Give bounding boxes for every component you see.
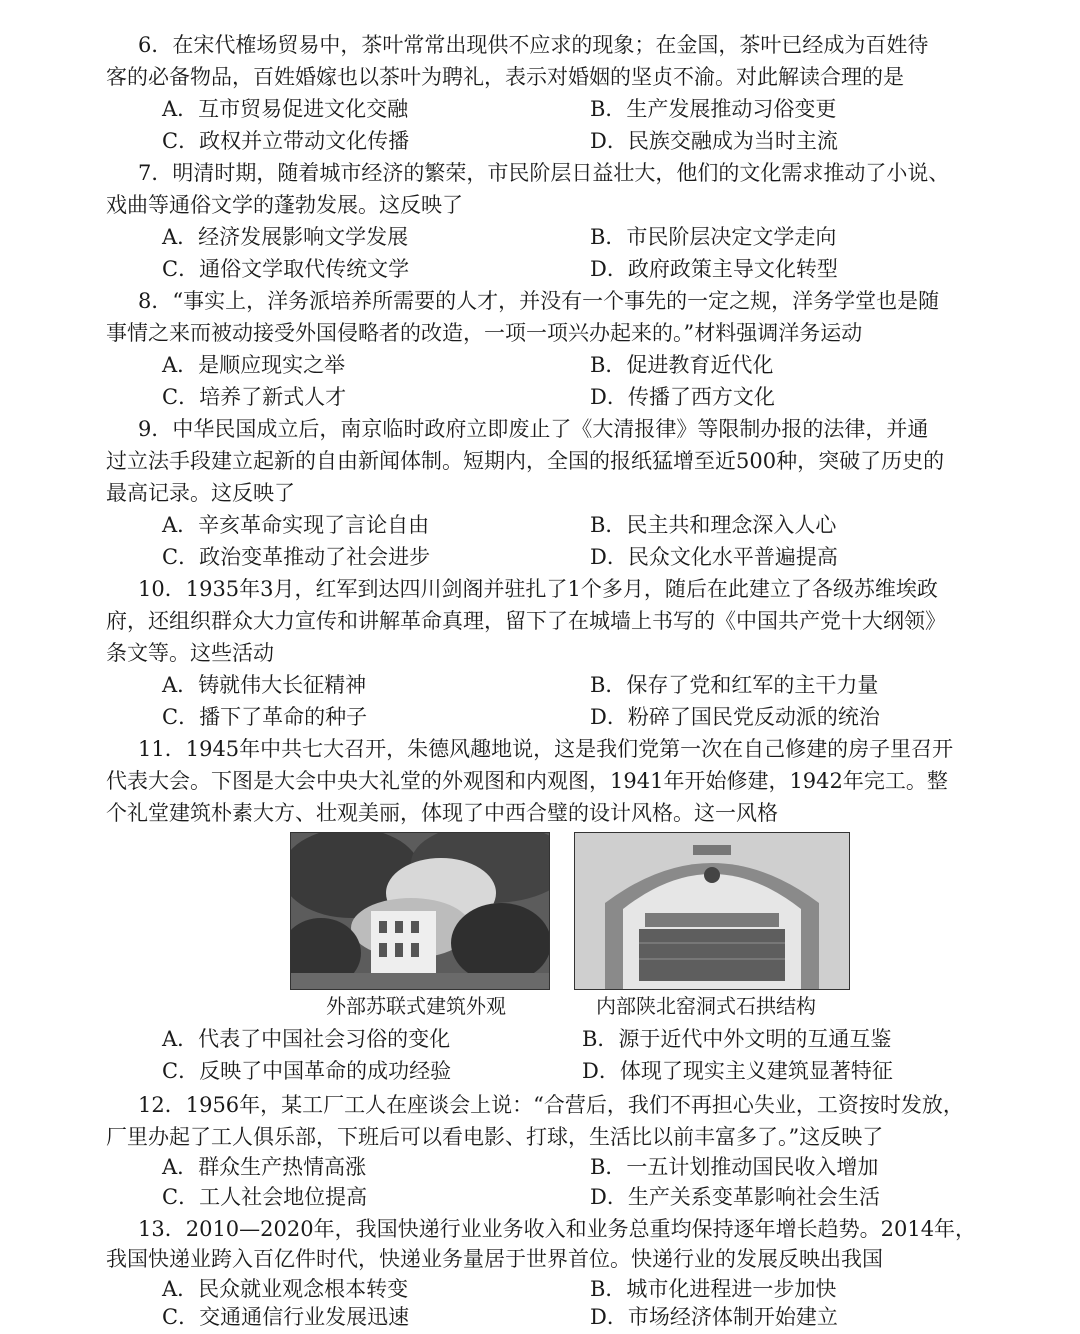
q6-option-c[interactable]: C．政权并立带动文化传播 (162, 129, 410, 153)
q7-option-a[interactable]: A．经济发展影响文学发展 (162, 225, 409, 249)
q12-stem-line-1: 12．1956年，某工厂工人在座谈会上说：“合营后，我们不再担心失业，工资按时发放， (138, 1093, 964, 1117)
q7-stem-line-1: 7．明清时期，随着城市经济的繁荣，市民阶层日益壮大，他们的文化需求推动了小说、 (138, 161, 950, 185)
q10-stem-line-3: 条文等。这些活动 (106, 641, 274, 665)
q6-stem-line-2: 客的必备物品，百姓婚嫁也以茶叶为聘礼，表示对婚姻的坚贞不渝。对此解读合理的是 (106, 65, 904, 89)
q7-stem-line-2: 戏曲等通俗文学的蓬勃发展。这反映了 (106, 193, 463, 217)
q13-option-a[interactable]: A．民众就业观念根本转变 (162, 1277, 409, 1301)
exterior-photo (290, 832, 550, 990)
q11-stem-line-2: 代表大会。下图是大会中央大礼堂的外观图和内观图，1941年开始修建，1942年完工。整 (106, 769, 948, 793)
q7-option-c[interactable]: C．通俗文学取代传统文学 (162, 257, 410, 281)
q11-option-b[interactable]: B．源于近代中外文明的互通互鉴 (582, 1027, 892, 1051)
q11-stem-line-1: 11．1945年中共七大召开，朱德风趣地说，这是我们党第一次在自己修建的房子里召开 (138, 737, 954, 761)
q13-option-c[interactable]: C．交通通信行业发展迅速 (162, 1305, 410, 1329)
q10-stem-line-2: 府，还组织群众大力宣传和讲解革命真理，留下了在城墙上书写的《中国共产党十大纲领》 (106, 609, 946, 633)
q11-stem-line-3: 个礼堂建筑朴素大方、壮观美丽，体现了中西合璧的设计风格。这一风格 (106, 801, 778, 825)
exterior-photo-caption: 外部苏联式建筑外观 (326, 994, 506, 1018)
q8-stem-line-2: 事情之来而被动接受外国侵略者的改造，一项一项兴办起来的。”材料强调洋务运动 (106, 321, 863, 345)
q10-stem-line-1: 10．1935年3月，红军到达四川剑阁并驻扎了1个多月，随后在此建立了各级苏维埃政 (138, 577, 938, 601)
q9-option-a[interactable]: A．辛亥革命实现了言论自由 (162, 513, 430, 537)
q12-stem-line-2: 厂里办起了工人俱乐部，下班后可以看电影、打球，生活比以前丰富多了。”这反映了 (106, 1125, 884, 1149)
q9-option-d[interactable]: D．民众文化水平普遍提高 (590, 545, 838, 569)
q11-option-c[interactable]: C．反映了中国革命的成功经验 (162, 1059, 452, 1083)
q6-option-d[interactable]: D．民族交融成为当时主流 (590, 129, 838, 153)
q10-option-b[interactable]: B．保存了党和红军的主干力量 (590, 673, 879, 697)
q11-option-d[interactable]: D．体现了现实主义建筑显著特征 (582, 1059, 893, 1083)
q8-option-a[interactable]: A．是顺应现实之举 (162, 353, 346, 377)
q12-option-d[interactable]: D．生产关系变革影响社会生活 (590, 1185, 880, 1209)
q7-option-b[interactable]: B．市民阶层决定文学走向 (590, 225, 837, 249)
q10-option-c[interactable]: C．播下了革命的种子 (162, 705, 368, 729)
interior-photo (574, 832, 850, 990)
interior-photo-caption: 内部陕北窑洞式石拱结构 (596, 994, 816, 1018)
q8-option-b[interactable]: B．促进教育近代化 (590, 353, 774, 377)
q10-option-d[interactable]: D．粉碎了国民党反动派的统治 (590, 705, 880, 729)
q8-stem-line-1: 8．“事实上，洋务派培养所需要的人才，并没有一个事先的一定之规，洋务学堂也是随 (138, 289, 940, 313)
q8-option-d[interactable]: D．传播了西方文化 (590, 385, 775, 409)
q11-option-a[interactable]: A．代表了中国社会习俗的变化 (162, 1027, 451, 1051)
q9-stem-line-1: 9．中华民国成立后，南京临时政府立即废止了《大清报律》等限制办报的法律，并通 (138, 417, 929, 441)
q6-stem-line-1: 6．在宋代榷场贸易中，茶叶常常出现供不应求的现象；在金国，茶叶已经成为百姓待 (138, 33, 929, 57)
q12-option-a[interactable]: A．群众生产热情高涨 (162, 1155, 367, 1179)
q9-option-b[interactable]: B．民主共和理念深入人心 (590, 513, 837, 537)
q9-option-c[interactable]: C．政治变革推动了社会进步 (162, 545, 431, 569)
q7-option-d[interactable]: D．政府政策主导文化转型 (590, 257, 838, 281)
q9-stem-line-2: 过立法手段建立起新的自由新闻体制。短期内，全国的报纸猛增至近500种，突破了历史的 (106, 449, 945, 473)
q13-option-d[interactable]: D．市场经济体制开始建立 (590, 1305, 838, 1329)
q10-option-a[interactable]: A．铸就伟大长征精神 (162, 673, 367, 697)
q6-option-b[interactable]: B．生产发展推动习俗变更 (590, 97, 837, 121)
q12-option-c[interactable]: C．工人社会地位提高 (162, 1185, 368, 1209)
q13-option-b[interactable]: B．城市化进程进一步加快 (590, 1277, 837, 1301)
q13-stem-line-1: 13．2010—2020年，我国快递行业业务收入和业务总重均保持逐年增长趋势。2014年， (138, 1217, 977, 1241)
q13-stem-line-2: 我国快递业跨入百亿件时代，快递业务量居于世界首位。快递行业的发展反映出我国 (106, 1247, 883, 1271)
q8-option-c[interactable]: C．培养了新式人才 (162, 385, 347, 409)
q9-stem-line-3: 最高记录。这反映了 (106, 481, 295, 505)
q6-option-a[interactable]: A．互市贸易促进文化交融 (162, 97, 409, 121)
q12-option-b[interactable]: B．一五计划推动国民收入增加 (590, 1155, 879, 1179)
